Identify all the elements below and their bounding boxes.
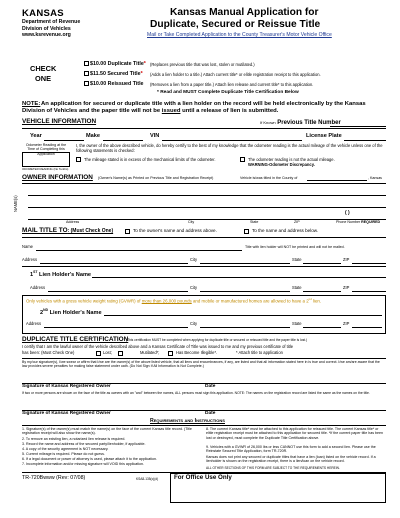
mail-title-heading: MAIL TITLE TO: (Must Check One): [22, 227, 114, 234]
first-lienholder-city-label: City: [190, 285, 198, 290]
second-lienholder-name-field[interactable]: [104, 315, 382, 316]
requirement-item-8: 8. The current Kansas title* must be attached to this application for reissued title. The current Kansas title* or elitle registration receipt must be attached to this application for secured title. *If the current paper title has been lost or destroyed, must complete the Duplicate Title Certification above.: [206, 427, 383, 440]
odometer-certification-text: I, the owner of the above described vehicle, do hereby certify to the best of my knowledge that the odometer reading is the actual mileage of the vehicle unless one of the following statements is checked:: [76, 143, 383, 154]
vin-label: VIN: [150, 133, 160, 139]
first-lienholder-heading: 1ST Lien Holder's Name: [30, 270, 92, 278]
mail-state-field[interactable]: [303, 263, 341, 264]
second-lienholder-heading: 2ND Lien Holder's Name: [40, 308, 102, 316]
second-lienholder-state-field[interactable]: [303, 327, 341, 328]
note-label: NOTE:: [22, 100, 41, 107]
odometer-not-actual-checkbox[interactable]: [240, 157, 245, 162]
odometer-warning-text: WARNING-Odometer Discrepancy.: [248, 162, 315, 167]
note-text-line2: Division of Vehicles and the paper title will not be issued until a release of lien is submitted.: [22, 108, 279, 114]
vehicle-info-heading: VEHICLE INFORMATION: [22, 118, 97, 125]
county-field[interactable]: [307, 180, 367, 181]
check-one-label-2: ONE: [35, 74, 52, 83]
mail-state-label: State: [292, 257, 302, 262]
requirement-item-4: 4. A copy of the security agreement is NOT necessary.: [22, 446, 109, 451]
previous-title-field[interactable]: [330, 126, 386, 127]
owner-info-subheading: (Owner's Name(s) as Printed on Previous Title and Registration Receipt): [98, 175, 214, 180]
requirement-item-1: 1. Signature(s) of the owner(s) must match the name(s) on the face of the current Kansas title record. (Title registration receipt will also show the name(s).: [22, 427, 192, 436]
perjury-statement: By my/our signature(s), I/we swear or affirm that I/we are the owner(s) of the above listed vehicle, that all liens and encumbrances, if any, are listed and that all information stated here in is true and correct. I/we am/are aware that the law provides severe penalties for making false statement under oath. (Do Not Sign If All Information Is Not Complete.): [22, 360, 380, 369]
first-lienholder-address-label: Address: [30, 285, 46, 290]
form-number: TR-720Bwww (Rev: 07/08): [22, 475, 86, 481]
lost-label: Lost;: [103, 350, 112, 355]
names-side-label: NAME(s): [13, 195, 18, 212]
dup-cert-subheading: (This certification MUST be completed when applying for duplicate title or secured or reissued title and the paper title is lost.): [126, 337, 308, 342]
license-plate-field[interactable]: [344, 140, 386, 141]
owner-signature-date-label-2: Date: [205, 411, 216, 416]
mail-to-below-label: To the name and address below.: [252, 228, 319, 233]
reissued-title-price: $10.00 Reissued Title: [90, 80, 144, 87]
license-plate-label: License Plate: [306, 133, 342, 139]
owner-city-label: City: [188, 220, 195, 224]
duplicate-title-checkbox[interactable]: [84, 61, 89, 66]
mail-address-field[interactable]: [40, 263, 188, 264]
secured-title-checkbox[interactable]: [84, 71, 89, 76]
reissued-title-desc: (Removes a lien from a paper title.) Attach lien release and current title* to this application.: [150, 81, 314, 87]
illegible-checkbox[interactable]: [168, 351, 173, 356]
division-name: Division of Vehicles: [22, 25, 71, 32]
odometer-not-actual-text: The odometer reading is not the actual mileage.: [248, 156, 335, 162]
mail-zip-label: ZIP: [343, 257, 350, 262]
make-field[interactable]: [103, 140, 143, 141]
requirement-item-9: 9. Vehicles with a GVWR of 26,000 lbs or less CANNOT use this form to add a second lien. Please use the Reinstate Secured Title Application, form TR-720R.: [206, 445, 376, 454]
requirement-item-5: 5. Current mileage is required. Please do not guess.: [22, 451, 105, 456]
odometer-exceeds-text: The mileage stated is in excess of the mechanical limits of the odometer.: [84, 156, 216, 162]
read-certification-note: * Read and MUST Complete Duplicate Title Certification Below: [157, 90, 299, 95]
owner-signature-label-1: Signature of Kansas Registered Owner: [22, 384, 111, 389]
owner-address-label: Address: [66, 220, 80, 224]
form-title-line1: Kansas Manual Application for: [170, 7, 319, 18]
year-field[interactable]: [44, 140, 84, 141]
vin-field[interactable]: [162, 140, 302, 141]
phone-area-code: ( ): [345, 210, 350, 216]
second-lienholder-address-label: Address: [26, 321, 42, 326]
owner-signature-label-2: Signature of Kansas Registered Owner: [22, 411, 111, 416]
dup-cert-text-line1: I certify that I am the lawful owner of the vehicle described above and a Kansas Certificate of Title was issued to me and my previous certificate of title: [22, 344, 294, 349]
owner-name-field-2[interactable]: [28, 207, 386, 208]
mutilated-checkbox[interactable]: [118, 351, 123, 356]
first-lienholder-name-field[interactable]: [92, 277, 386, 278]
owner-address-field[interactable]: [28, 219, 386, 220]
mail-to-below-checkbox[interactable]: [244, 229, 249, 234]
office-use-label: For Office Use Only: [174, 474, 232, 481]
odometer-box-caption: Odometer Reading at the Time of Completing this Application: [25, 143, 67, 156]
dup-cert-text-line2: has been: (Must Check One): [22, 350, 75, 355]
mail-to-owner-label: To the owner's name and address above.: [133, 228, 217, 233]
secured-title-desc: (Adds a lien holder to a title.) Attach current title* or elitle registration receipt to this application.: [150, 71, 321, 77]
check-one-label-1: CHECK: [30, 64, 57, 73]
year-label: Year: [30, 133, 42, 139]
odometer-reading-field[interactable]: [22, 152, 70, 167]
form-title-line2: Duplicate, Secured or Reissue Title: [150, 19, 321, 30]
multiple-owners-note: If two or more persons are shown on the face of the title as owners with an "and" between the names, ALL persons must sign this application. NOTE: The names on the registration record are listed the same as the names on the title.: [22, 390, 370, 395]
first-lienholder-address-field[interactable]: [48, 291, 188, 292]
reissued-title-checkbox[interactable]: [84, 81, 89, 86]
owner-info-heading: OWNER INFORMATION: [22, 174, 93, 181]
secured-title-price: $11.50 Secured Title*: [90, 70, 143, 77]
first-lienholder-state-label: State: [292, 285, 302, 290]
second-lienholder-city-label: City: [190, 321, 198, 326]
mail-instruction: Mail or Take Completed Application to the County Treasurer's Motor Vehicle Office: [147, 32, 332, 38]
owner-signature-date-label-1: Date: [205, 384, 216, 389]
note-text-line1: An application for secured or duplicate title with a lien holder on the record will be held electronically by the Kansas: [41, 100, 366, 107]
department-name: Department of Revenue: [22, 19, 81, 25]
second-lienholder-city-field[interactable]: [200, 327, 290, 328]
first-lienholder-city-field[interactable]: [200, 291, 290, 292]
agency-name: KANSAS: [22, 8, 64, 19]
requirement-item-6: 6. If a legal document or power of attorney is used, please attach it to the application.: [22, 456, 158, 461]
first-lienholder-zip-field[interactable]: [352, 291, 386, 292]
requirement-lien-note: Kansas does not print any secured or duplicate titles that have a lien (loan) listed on the vehicle record. If a lienholder is shown on the registration receipt, there is a lien/loan on the vehicle record.: [206, 455, 376, 464]
first-lienholder-zip-label: ZIP: [343, 285, 350, 290]
mail-name-field[interactable]: [36, 250, 242, 251]
illegible-label: Has Become Illegible*.: [176, 350, 218, 355]
second-lienholder-address-field[interactable]: [44, 327, 188, 328]
mail-city-field[interactable]: [200, 263, 290, 264]
requirement-all-sections-note: ALL OTHER SECTIONS OF THIS FORM ARE SUBJECT TO THE REQUIREMENTS HEREIN.: [206, 466, 340, 470]
statute-code: KSA8-135(c)(d): [136, 477, 159, 481]
odometer-exceeds-checkbox[interactable]: [76, 157, 81, 162]
duplicate-title-desc: (Replaces previous title that was lost, stolen or mutilated.): [150, 61, 255, 67]
dup-cert-heading: DUPLICATE TITLE CERTIFICATION: [22, 336, 129, 343]
owner-state-label: State: [250, 220, 259, 224]
lost-checkbox[interactable]: [96, 351, 101, 356]
requirement-item-3: 3. Record the name and address of the secured party/lienholder, if applicable.: [22, 441, 146, 446]
website-link[interactable]: www.ksrevenue.org: [22, 32, 71, 38]
owner-name-field-1[interactable]: [28, 195, 386, 196]
mutilated-label: Mutilated*;: [140, 350, 160, 355]
make-label: Make: [86, 133, 100, 139]
duplicate-title-price: $10.00 Duplicate Title*: [90, 60, 146, 67]
second-lienholder-zip-field[interactable]: [352, 327, 382, 328]
county-label: Vehicle is/was titled in the County of: [240, 175, 298, 180]
county-kansas-suffix: , Kansas: [368, 175, 382, 180]
requirement-item-7: 7. Incomplete information and/or missing signature will VOID this application.: [22, 461, 145, 466]
requirement-item-2: 2. To remove an existing lien, a notarized lien release is required.: [22, 436, 126, 441]
mail-to-owner-checkbox[interactable]: [125, 229, 130, 234]
owner-phone-label: Phone Number REQUIRED: [336, 220, 381, 224]
mail-name-label: Name: [22, 244, 33, 249]
mail-zip-field[interactable]: [352, 263, 386, 264]
requirements-heading: Requirements and Instructions: [150, 418, 225, 424]
mail-address-label: Address: [22, 257, 38, 262]
previous-title-label: If Known Previous Title Number: [260, 119, 341, 126]
second-lienholder-zip-label: ZIP: [343, 321, 350, 326]
first-lienholder-state-field[interactable]: [303, 291, 341, 292]
odometer-reading-caption: ODOMETER READING (No Tenths): [22, 167, 69, 171]
owner-zip-label: ZIP: [294, 220, 300, 224]
mail-name-note: Title with lien holder will NOT be printed and will not be mailed.: [245, 245, 345, 249]
second-lien-eligibility-note: Only vehicles with a gross vehicle weight rating (GVWR) of more than 26,000 pounds and mobile or manufactured homes are allowed to have a 2nd lien.: [26, 297, 322, 304]
mail-city-label: City: [190, 257, 198, 262]
second-lienholder-state-label: State: [292, 321, 302, 326]
attach-title-note: * Attach title to application: [236, 350, 283, 355]
